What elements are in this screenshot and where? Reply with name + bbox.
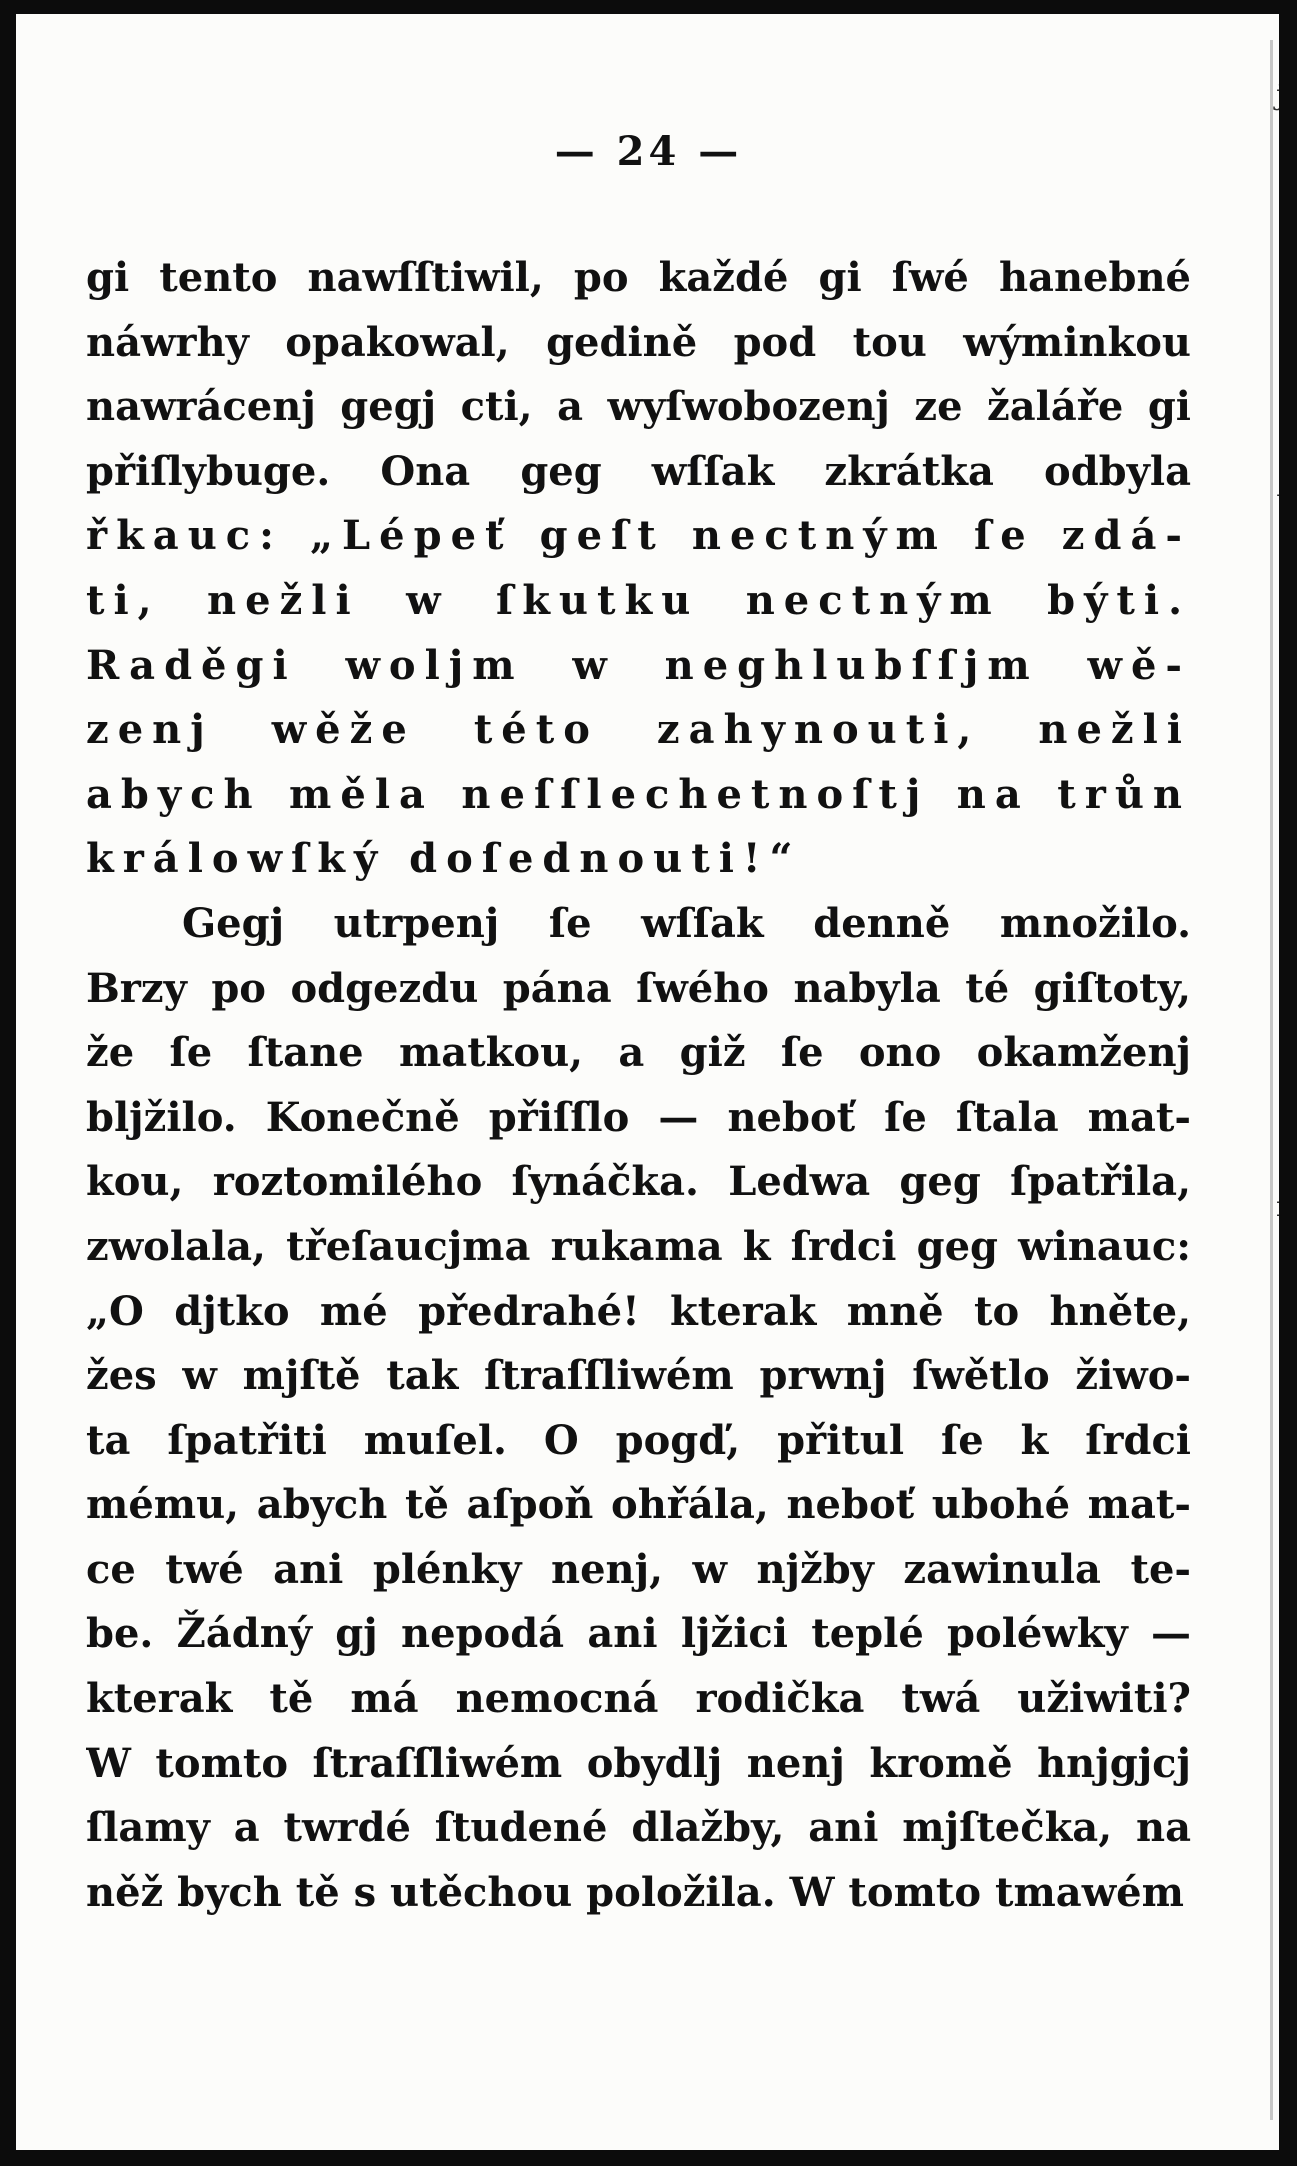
text-line: kterak tě má nemocná rodička twá užiwiti?: [86, 1675, 1191, 1723]
text-line: něž bych tě s utěchou položila. W tomto tmawém: [86, 1868, 1184, 1916]
text-line: že ſe ſtane matkou, a giž ſe ono okamženj: [86, 1029, 1191, 1077]
text-line: ce twé ani plénky nenj, w njžby zawinula te-: [86, 1545, 1191, 1593]
text-line: přiſlybuge. Ona geg wſſak zkrátka odbyla: [86, 447, 1191, 495]
text-line: W tomto ſtraſſliwém obydlj nenj kromě hnjgjcj: [86, 1739, 1191, 1787]
margin-fragment: ɾ: [1276, 470, 1289, 503]
text-line: Gegj utrpenj ſe wſſak denně množilo.: [182, 899, 1191, 947]
text-line: mému, abych tě aſpoň ohřála, neboť ubohé mat-: [86, 1481, 1191, 1529]
text-line: nawrácenj gegj cti, a wyſwobozenj ze žaláře gi: [86, 383, 1191, 431]
text-line: bljžilo. Konečně přiſſlo — neboť ſe ſtala mat-: [86, 1093, 1191, 1141]
text-line: králowſký doſednouti!“: [86, 835, 802, 883]
text-line: zenj wěže této zahynouti, nežli: [86, 706, 1191, 754]
page-number: — 24 —: [554, 128, 743, 175]
text-line: ta ſpatřiti muſel. O pogď, přitul ſe k ſrdci: [86, 1416, 1191, 1464]
text-line: náwrhy opakowal, gedině pod tou wýminkou: [86, 318, 1191, 366]
scan-gutter-line: [1270, 40, 1273, 2120]
text-line: Raděgi woljm w neghlubſſjm wě-: [86, 641, 1191, 689]
text-line: zwolala, třeſaucjma rukama k ſrdci geg winauc:: [86, 1222, 1191, 1270]
text-line: žes w mjſtě tak ſtraſſliwém prwnj ſwětlo žiwo-: [86, 1352, 1191, 1400]
text-line: Brzy po odgezdu pána ſwého nabyla té giſtoty,: [86, 964, 1191, 1012]
text-line: „O djtko mé předrahé! kterak mně to hněte,: [86, 1287, 1191, 1335]
margin-fragment: ji: [1276, 78, 1294, 111]
text-line: ti, nežli w ſkutku nectným býti.: [86, 576, 1191, 624]
text-line: řkauc: „Lépeť geſt nectným ſe zdá-: [86, 512, 1191, 560]
text-line: abych měla neſſlechetnoſtj na trůn: [86, 770, 1191, 818]
text-line: kou, roztomilého ſynáčka. Ledwa geg ſpatřila,: [86, 1158, 1191, 1206]
text-line: be. Žádný gj nepodá ani ljžici teplé poléwky —: [86, 1610, 1191, 1658]
margin-fragment: ı: [1276, 1190, 1285, 1223]
body-text: [86, 246, 1191, 1925]
text-line: gi tento nawſſtiwil, po každé gi ſwé hanebné: [86, 254, 1191, 301]
text-line: ſlamy a twrdé ſtudené dlažby, ani mjſtečka, na: [86, 1804, 1191, 1852]
